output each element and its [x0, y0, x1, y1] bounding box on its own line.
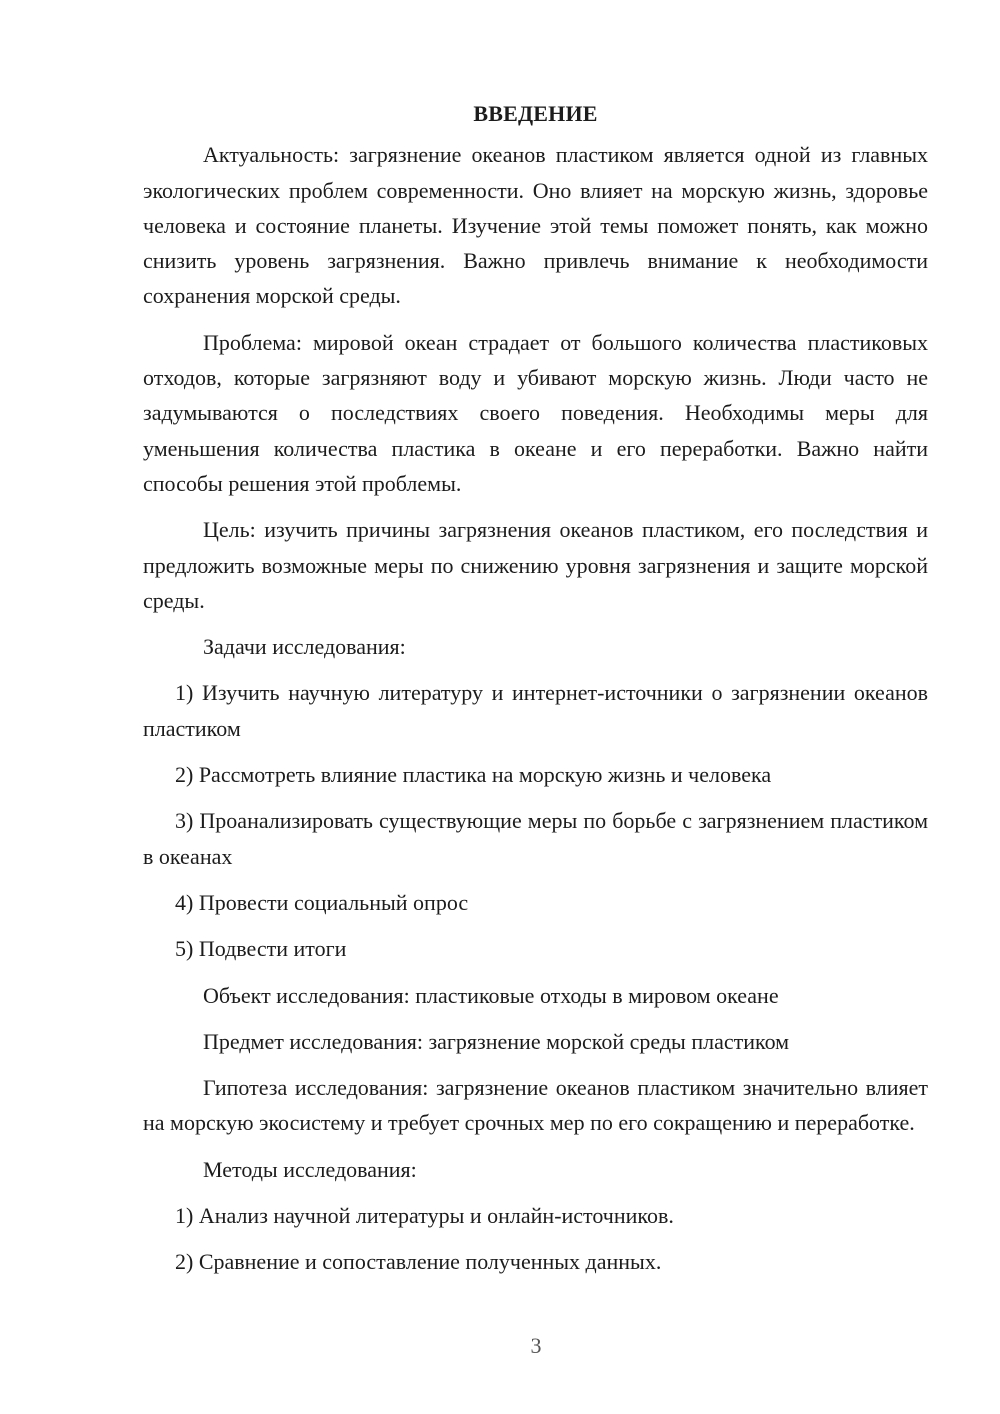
hypothesis-paragraph: Гипотеза исследования: загрязнение океанов пластиком значительно влияет на морскую экосистему и требует срочных мер по его сокращению и переработке.	[143, 1075, 928, 1136]
document-page	[143, 96, 928, 1291]
problem-paragraph: Проблема: мировой океан страдает от большого количества пластиковых отходов, которые загрязняют воду и убивают морскую жизнь. Люди часто не задумываются о последствиях своего поведения. Необходимы меры для уменьшения количества пластика в океане и его переработки. Важно найти способы решения этой проблемы.	[143, 329, 928, 496]
page-number: 3	[530, 1333, 542, 1358]
task-item: 4) Провести социальный опрос	[175, 889, 469, 915]
task-item: 1) Изучить научную литературу и интернет-источники о загрязнении океанов пластиком	[143, 680, 928, 741]
subject-paragraph: Предмет исследования: загрязнение морской среды пластиком	[203, 1028, 790, 1054]
task-item: 5) Подвести итоги	[175, 936, 347, 962]
task-item: 3) Проанализировать существующие меры по борьбе с загрязнением пластиком в океанах	[143, 808, 928, 869]
object-paragraph: Объект исследования: пластиковые отходы в мировом океане	[203, 982, 779, 1008]
method-item: 1) Анализ научной литературы и онлайн-источников.	[175, 1203, 674, 1229]
relevance-paragraph: Актуальность: загрязнение океанов пластиком является одной из главных экологических проблем современности. Оно влияет на морскую жизнь, здоровье человека и состояние планеты. Изучение этой темы поможет понять, как можно снизить уровень загрязнения. Важно привлечь внимание к необходимости сохранения морской среды.	[143, 142, 928, 309]
tasks-heading: Задачи исследования:	[203, 634, 406, 660]
method-item: 2) Сравнение и сопоставление полученных данных.	[175, 1249, 662, 1275]
goal-paragraph: Цель: изучить причины загрязнения океанов пластиком, его последствия и предложить возможные меры по снижению уровня загрязнения и защите морской среды.	[143, 517, 928, 613]
methods-heading: Методы исследования:	[203, 1156, 417, 1182]
section-title: ВВЕДЕНИЕ	[473, 101, 598, 126]
task-item: 2) Рассмотреть влияние пластика на морскую жизнь и человека	[175, 762, 772, 788]
